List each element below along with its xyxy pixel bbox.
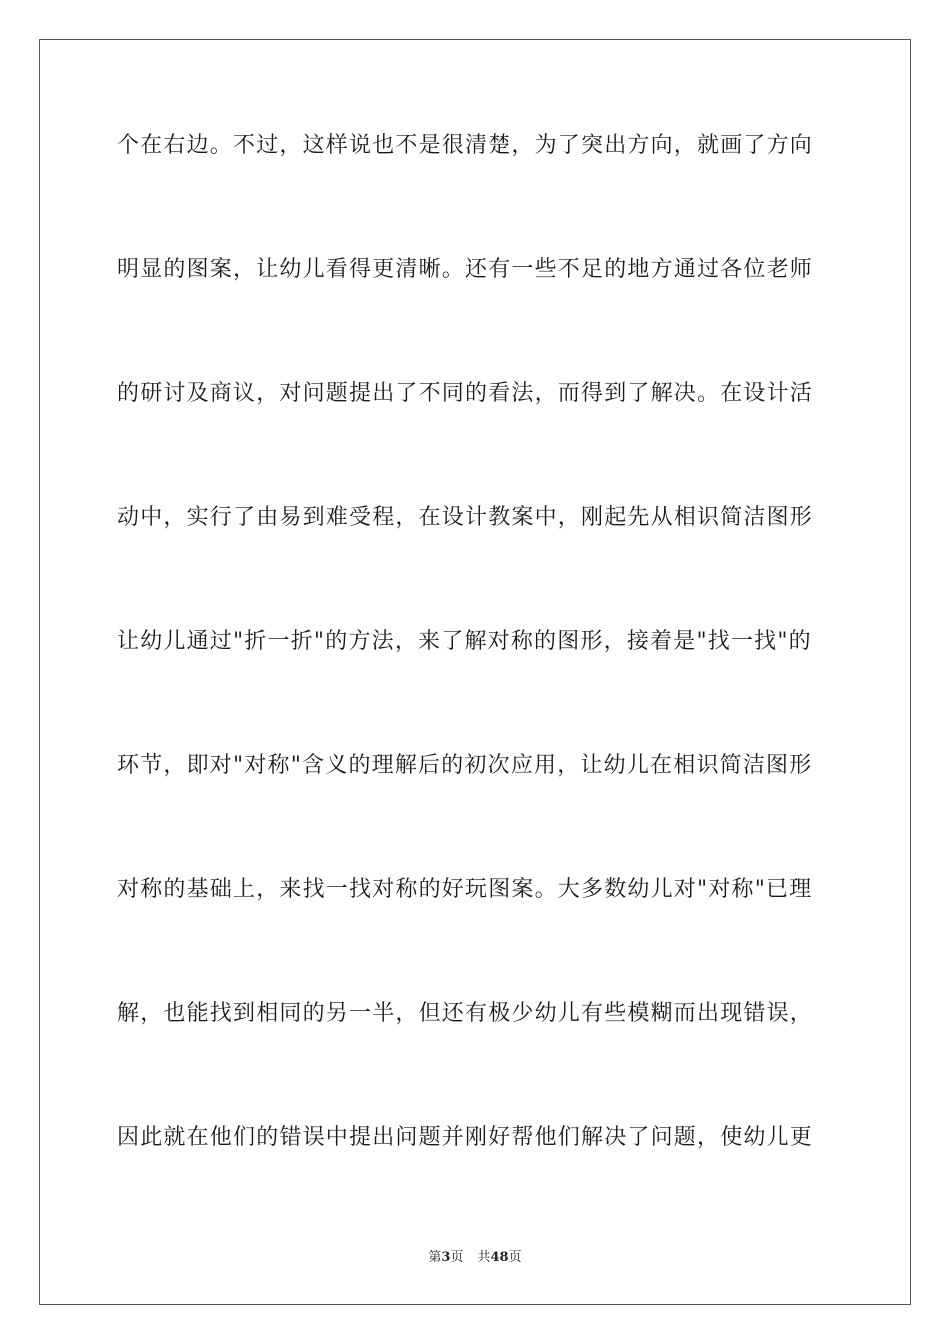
- text-line-6: 环节，即对"对称"含义的理解后的初次应用，让幼儿在相识简洁图形: [117, 753, 813, 778]
- document-body: [117, 126, 837, 1158]
- page-number: 3: [441, 1250, 451, 1265]
- text-line-8: 解，也能找到相同的另一半，但还有极少幼儿有些模糊而出现错误，: [117, 1001, 814, 1026]
- page-footer: [0, 1246, 950, 1265]
- total-prefix: 共: [477, 1250, 491, 1265]
- total-suffix: 页: [508, 1250, 522, 1265]
- text-line-5: 让幼儿通过"折一折"的方法，来了解对称的图形，接着是"找一找"的: [117, 629, 812, 654]
- page-suffix: 页: [450, 1250, 464, 1265]
- text-line-4: 动中，实行了由易到难受程，在设计教案中，刚起先从相识简洁图形: [117, 505, 814, 530]
- text-line-9: 因此就在他们的错误中提出问题并刚好帮他们解决了问题，使幼儿更: [117, 1125, 814, 1150]
- text-line-3: 的研讨及商议，对问题提出了不同的看法，而得到了解决。在设计活: [117, 381, 814, 406]
- text-line-2: 明显的图案，让幼儿看得更清晰。还有一些不足的地方通过各位老师: [117, 257, 814, 282]
- page-prefix: 第: [428, 1250, 442, 1265]
- total-pages: 48: [490, 1250, 509, 1265]
- text-line-1: 个在右边。不过，这样说也不是很清楚，为了突出方向，就画了方向: [117, 133, 814, 158]
- text-line-7: 对称的基础上，来找一找对称的好玩图案。大多数幼儿对"对称"已理: [117, 877, 813, 902]
